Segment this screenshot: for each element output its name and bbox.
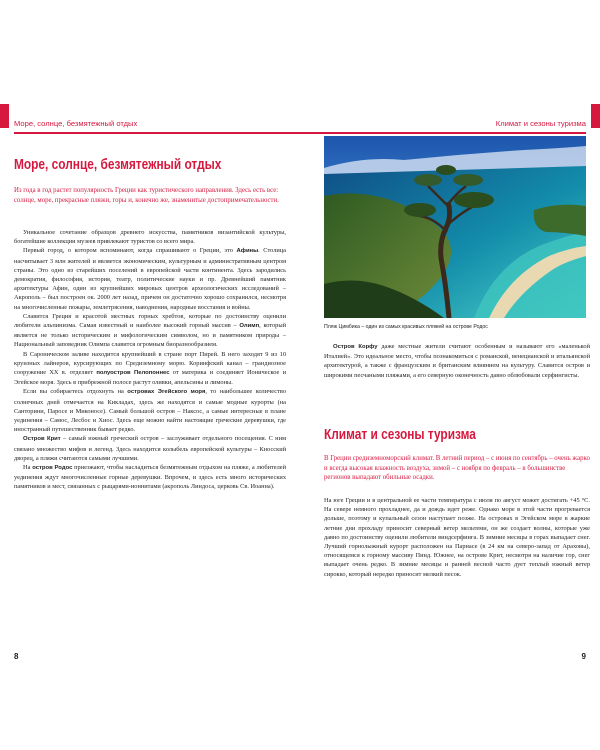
left-page-number: 8 — [14, 652, 19, 661]
right-running-head-rule — [300, 132, 586, 134]
highlight-athens: Афины — [236, 248, 259, 255]
highlight-rhodes: остров Родос — [32, 465, 73, 472]
left-running-head — [14, 118, 300, 134]
paragraph-aegean: Если вы собираетесь отдохнуть на островах Эгейского моря, то наибольшее количество солнечных дней отмечается на Кикладах, здесь же находятся и самые модные курорты (на Санторини, Паросе и Миконосе). Самый большой остров – Наксос, а самые интересные в плане уединения – Самос, Лесбос и Хиос. Здесь еще можно найти настоящие греческие деревушки, где иностранный путешественник бывает редко. — [14, 388, 286, 434]
right-page — [300, 0, 600, 750]
left-lead-paragraph: Из года в год растет популярность Греции как туристического направления. Здесь есть все: солнце, море, прекрасные пляжи, горы и, конечно же, знаменитые достопримечательности. — [14, 187, 279, 204]
right-running-head-text: Климат и сезоны туризма — [495, 119, 586, 128]
photo-tree-foliage-3 — [414, 174, 442, 186]
left-section-tab — [0, 104, 9, 128]
paragraph-olympus: Славится Греция и красотой местных горных хребтов, которые по достоинству оценили любители альпинизма. Самая известный и наиболее высокий горный массив – Олимп, который является не только историческим и мифологическим символом, но и памятником природы – Национальный заповедник Олимпа славится огромным биоразнообразием. — [14, 312, 286, 349]
right-page-number: 9 — [581, 652, 586, 661]
paragraph-rhodes: На остров Родос приезжают, чтобы насладиться безмятежным отдыхом на пляже, а любителей уединения ждут многочисленные горные деревушки. Впрочем, и здесь есть много исторических памятников и мест, связанных с рыцарями-ионнитами (акрополь Линдоса, церковь Св. Иоанна). — [14, 464, 287, 491]
photo-caption: Пляж Цимбика – один из самых красивых пляжей на острове Родос — [324, 324, 488, 330]
right-section-tab — [591, 104, 600, 128]
beach-photo — [324, 136, 586, 318]
photo-tree-foliage-4 — [453, 174, 483, 186]
paragraph-piraeus: В Сароническом заливе находится крупнейший в стране порт Пирей. В него заходят 9 из 10 круизных лайнеров, курсирующих по Средиземному морю. Коринфский канал – грандиозное сооружение XX в. отделяет полуостров Пелопоннес от материка и соединяет Ионическое и Эгейское моря. Здесь в прибрежной полосе растут оливки, апельсины и лимоны. — [14, 350, 286, 387]
right-page-heading: Климат и сезоны туризма — [324, 427, 476, 443]
photo-tree-foliage-1 — [404, 203, 436, 217]
right-body-text-climate — [324, 496, 590, 579]
paragraph-corfu: Остров Корфу даже местные жители считают особенным и называют его «маленькой Италией». Это идеальное место, чтобы познакомиться с романской, венецианской и итальянской архитектурой, а также с французским и британским влиянием на культуру. Славится остров и широкими песчаными пляжами, а его северную оконечность давно облюбовали серфингисты. — [324, 343, 590, 379]
right-lead-paragraph: В Греции средиземноморский климат. В летний период – с июня по сентябрь – очень жарко и всегда высокая влажность воздуха, зимой – с ноября по февраль – в большинстве регионов выпадают обильные осадки. — [324, 455, 590, 482]
photo-tree-foliage-5 — [436, 165, 456, 175]
paragraph-climate: На юге Греции и в центральной ее части температура с июля по август может достигать +45 °C. На севере немного прохладнее, да и дождь идет реже. Однако море в этой части прогревается дольше, поэтому и купальный сезон наступает позже. На островах в Эгейском море в жаркие летние дни прохладу приносит северный ветер мельтеми, он же создает волны, которые уже давно по достоинству оценили любители виндсерфинга. В зимние месяцы в горах выпадает снег. Лучший горнолыжный курорт расположен на Парнасе (в 24 км на северо-запад от Араховы), относящемся к горному массиву Пинд. Южнее, на острове Крит, несмотря на наличие гор, снег выпадает очень редко. В зимние месяцы и ранней весной часто дует теплый южный ветер сирокко, который нередко приносит мелкий песок. — [324, 497, 590, 578]
right-running-head — [300, 118, 586, 134]
paragraph-crete: Остров Крит – самый южный греческий остров – заслуживает отдельного посещения. С ним связано множество мифов и легенд. Здесь находится колыбель европейской культуры – Кносский дворец, а пляжи считаются самыми лучшими. — [14, 435, 286, 462]
paragraph-athens: Первый город, о котором вспоминают, когда спрашивают о Греции, это Афины. Столица насчитывает 3 млн жителей и является экономическим, культурным и административным центром страны. Это одно из старейших поселений в европейской части континента. Здесь зародились демократия, философия, история, театр, политические науки и пр. Древнейший памятник архитектуры Афин, один из крупнейших мировых центров археологических исследований – Акрополь – был построен ок. 2000 лет назад, причем он достаточно хорошо сохранился, несмотря на многочисленные пожары, землетрясения, наводнения, народные восстания и войны. — [14, 247, 286, 311]
left-running-head-rule — [14, 132, 300, 134]
highlight-olympus: Олимп — [239, 323, 260, 330]
photo-tree-foliage-2 — [454, 192, 494, 208]
paragraph-museums: Уникальное сочетание образцов древнего искусства, памятников византийской культуры, богатейшие коллекции музеев привлекают туристов со всего мира. — [14, 229, 286, 246]
right-body-text-corfu — [324, 342, 590, 380]
left-body-text — [14, 228, 286, 492]
left-running-head-text: Море, солнце, безмятежный отдых — [14, 119, 138, 128]
highlight-peloponnese: полуостров Пелопоннес — [96, 370, 170, 377]
highlight-crete: Остров Крит — [23, 436, 61, 443]
highlight-corfu: Остров Корфу — [333, 344, 378, 350]
highlight-aegean-islands: островах Эгейского моря — [127, 389, 206, 396]
left-page-heading: Море, солнце, безмятежный отдых — [14, 157, 222, 173]
